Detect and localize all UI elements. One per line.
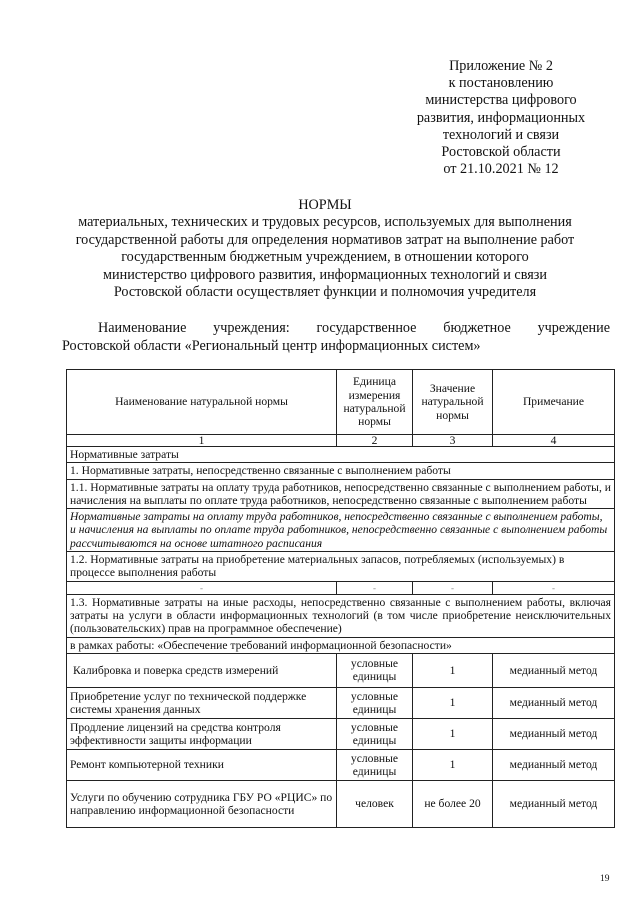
section-1-1-note: Нормативные затраты на оплату труда работников, непосредственно связанные с выполнением работы, и начисления на выплаты по оплате труда работников, непосредственно связанные с выполнением работы рассчитываются на основе штатного расписания (67, 509, 615, 552)
row-name: Продление лицензий на средства контроля эффективности защиты информации (67, 718, 337, 749)
row-unit: условные единицы (337, 687, 413, 718)
norms-table (66, 369, 615, 828)
section-row (67, 479, 615, 509)
section-row (67, 552, 615, 582)
institution-word: учреждение (537, 320, 610, 336)
section-main: Нормативные затраты (67, 447, 615, 463)
row-value: 1 (413, 687, 493, 718)
row-value: 1 (413, 653, 493, 687)
row-name: Ремонт компьютерной техники (67, 749, 337, 780)
table-row (67, 780, 615, 827)
document-title (40, 197, 610, 301)
row-note: медианный метод (493, 718, 615, 749)
row-note: медианный метод (493, 780, 615, 827)
row-unit: человек (337, 780, 413, 827)
institution-word: Наименование (98, 320, 187, 336)
row-note: медианный метод (493, 749, 615, 780)
appendix-header (392, 58, 610, 178)
institution-word: государственное (316, 320, 417, 336)
institution-line-2: Ростовской области «Региональный центр информационных систем» (62, 337, 481, 354)
section-row (67, 637, 615, 653)
dash-cell: - (493, 581, 615, 594)
title-line: материальных, технических и трудовых ресурсов, используемых для выполнения (78, 214, 572, 231)
section-1-3: 1.3. Нормативные затраты на иные расходы, непосредственно связанные с выполнением работы, включая затраты на услуги в области информационных технологий (в том числе приобретение неисключительных (пользовательских) прав на программное обеспечение) (67, 594, 615, 637)
row-name: Услуги по обучению сотрудника ГБУ РО «РЦИС» по направлению информационной безопасности (67, 780, 337, 827)
institution-line-1 (62, 320, 610, 338)
title-line: государственной работы для определения нормативов затрат на выполнение работ (75, 231, 575, 248)
section-1: 1. Нормативные затраты, непосредственно связанные с выполнением работы (67, 463, 615, 479)
appendix-line: развития, информационных (416, 109, 586, 126)
title-heading: НОРМЫ (298, 197, 352, 213)
column-number: 3 (413, 435, 493, 447)
dash-cell: - (413, 581, 493, 594)
work-label: в рамках работы: «Обеспечение требований информационной безопасности» (67, 637, 615, 653)
row-value: не более 20 (413, 780, 493, 827)
row-value: 1 (413, 718, 493, 749)
title-line: государственным бюджетным учреждением, в отношении которого (121, 249, 529, 266)
dash-cell: - (67, 581, 337, 594)
institution-word: учреждения: (213, 320, 290, 336)
appendix-line: Ростовской области (441, 144, 561, 161)
section-1-2: 1.2. Нормативные затраты на приобретение материальных запасов, потребляемых (используемых) в процессе выполнения работы (67, 552, 615, 582)
table-row (67, 687, 615, 718)
section-1-1: 1.1. Нормативные затраты на оплату труда работников, непосредственно связанные с выполнением работы, и начисления на выплаты по оплате труда работников, непосредственно связанные с выполнением работы (67, 479, 615, 509)
appendix-line: от 21.10.2021 № 12 (443, 161, 559, 178)
row-unit: условные единицы (337, 718, 413, 749)
appendix-line: министерства цифрового (425, 92, 577, 109)
header-cell: Значение натуральной нормы (413, 370, 493, 435)
row-unit: условные единицы (337, 749, 413, 780)
page-number: 19 (600, 874, 610, 884)
column-number: 4 (493, 435, 615, 447)
table-row (67, 718, 615, 749)
empty-row (67, 581, 615, 594)
table-row (67, 653, 615, 687)
column-number: 1 (67, 435, 337, 447)
dash-cell: - (337, 581, 413, 594)
row-value: 1 (413, 749, 493, 780)
column-number: 2 (337, 435, 413, 447)
column-number-row (67, 435, 615, 447)
section-row (67, 463, 615, 479)
row-note: медианный метод (493, 687, 615, 718)
section-row (67, 594, 615, 637)
appendix-line: Приложение № 2 (449, 58, 553, 74)
title-line: Ростовской области осуществляет функции и полномочия учредителя (113, 284, 537, 301)
appendix-line: технологий и связи (442, 126, 560, 143)
table-row (67, 749, 615, 780)
institution-name (62, 320, 610, 355)
section-row (67, 447, 615, 463)
table-header-row (67, 370, 615, 435)
section-row (67, 509, 615, 552)
header-cell: Единица измерения натуральной нормы (337, 370, 413, 435)
row-name: Калибровка и поверка средств измерений (67, 653, 337, 687)
appendix-line: к постановлению (448, 75, 554, 92)
header-cell: Наименование натуральной нормы (67, 370, 337, 435)
header-cell: Примечание (493, 370, 615, 435)
row-name: Приобретение услуг по технической поддержке системы хранения данных (67, 687, 337, 718)
row-note: медианный метод (493, 653, 615, 687)
title-line: министерство цифрового развития, информационных технологий и связи (103, 266, 547, 283)
institution-word: бюджетное (443, 320, 511, 336)
row-unit: условные единицы (337, 653, 413, 687)
